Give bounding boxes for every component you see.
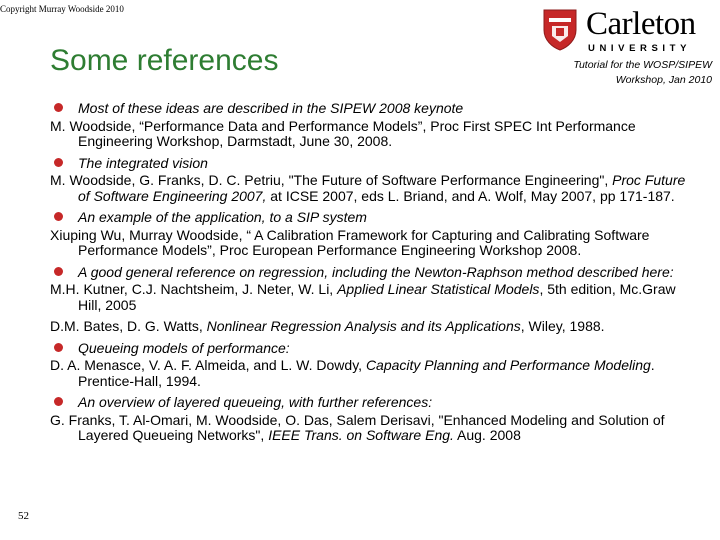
topic-bullet: [50, 265, 700, 281]
reference-entry: [50, 173, 700, 204]
reference-text: D. A. Menasce, V. A. F. Almeida, and L. W. Dowdy,: [50, 357, 366, 373]
bullet-dot-icon: [54, 397, 63, 406]
reference-title: IEEE Trans. on Software Eng.: [268, 427, 454, 443]
topic-text: Most of these ideas are described in the SIPEW 2008 keynote: [78, 100, 464, 116]
logo-wordmark: Carleton: [586, 6, 696, 42]
reference-entry: [50, 228, 700, 259]
topic-text: A good general reference on regression, including the Newton-Raphson method described here:: [78, 263, 674, 280]
slide-title: Some references: [50, 44, 279, 77]
reference-text: D.M. Bates, D. G. Watts,: [50, 318, 207, 334]
tagline-line-1: Tutorial for the WOSP/SIPEW: [573, 59, 712, 71]
topic-bullet: [50, 210, 700, 226]
topic-text: An overview of layered queueing, with further references:: [78, 394, 433, 410]
topic-text: Queueing models of performance:: [78, 339, 290, 356]
reference-entry: [50, 319, 700, 335]
copyright-notice: Copyright Murray Woodside 2010: [0, 4, 124, 14]
tutorial-tagline: [492, 58, 712, 88]
reference-text: Xiuping Wu, Murray Woodside, “ A Calibration Framework for Capturing and Calibrating Software Performance Models”, Proc European Performance Engineering Workshop 2008.: [50, 226, 650, 258]
topic-text: The integrated vision: [78, 154, 208, 171]
topic-bullet: [50, 395, 700, 411]
bullet-dot-icon: [54, 343, 63, 352]
reference-text: M.H. Kutner, C.J. Nachtsheim, J. Neter, W. Li,: [50, 281, 338, 297]
reference-entry: [50, 413, 700, 444]
tagline-line-2: Workshop, Jan 2010: [615, 74, 712, 86]
bullet-dot-icon: [54, 158, 63, 167]
logo-subtitle: UNIVERSITY: [588, 43, 692, 54]
reference-title: Proc Future of Software Engineering 2007,: [78, 172, 686, 204]
reference-title: Applied Linear Statistical Models: [337, 281, 540, 297]
reference-entry: [50, 282, 700, 313]
reference-text: , 5th edition, Mc.Graw Hill, 2005: [78, 281, 676, 313]
topic-text: An example of the application, to a SIP system: [78, 209, 367, 225]
bullet-dot-icon: [54, 103, 63, 112]
bullet-dot-icon: [54, 212, 63, 221]
reference-title: Capacity Planning and Performance Modeling: [365, 357, 651, 373]
page-number: 52: [18, 510, 29, 522]
reference-title: Nonlinear Regression Analysis and its Applications: [206, 318, 521, 334]
topic-bullet: [50, 341, 700, 357]
reference-text: M. Woodside, G. Franks, D. C. Petriu, "The Future of Software Performance Engineering",: [50, 172, 613, 188]
reference-entry: [50, 119, 700, 150]
references-list: [50, 101, 700, 450]
bullet-dot-icon: [54, 267, 63, 276]
reference-text: G. Franks, T. Al-Omari, M. Woodside, O. Das, Salem Derisavi, "Enhanced Modeling and Solution of Layered Queueing Networks",: [50, 411, 665, 443]
reference-entry: [50, 358, 700, 389]
topic-bullet: [50, 156, 700, 172]
reference-text: Aug. 2008: [453, 427, 521, 443]
university-logo: [540, 6, 715, 54]
reference-text: M. Woodside, “Performance Data and Performance Models”, Proc First SPEC Int Performance Engineering Workshop, Darmstadt, June 30, 2008.: [50, 117, 636, 149]
reference-text: , Wiley, 1988.: [520, 318, 605, 334]
topic-bullet: [50, 101, 700, 117]
reference-text: at ICSE 2007, eds L. Briand, and A. Wolf, May 2007, pp 171-187.: [266, 187, 675, 204]
reference-text: . Prentice-Hall, 1994.: [78, 357, 655, 389]
shield-icon: [540, 6, 580, 52]
